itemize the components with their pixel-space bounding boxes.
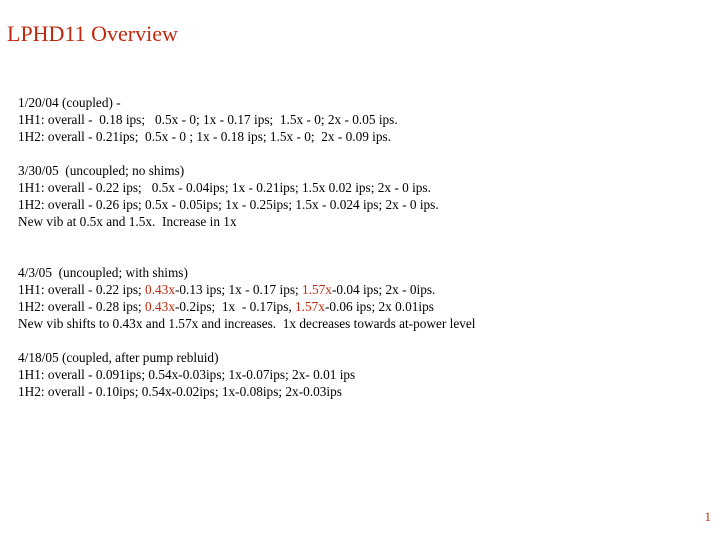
highlight-1-57x: 1.57x (302, 282, 332, 297)
block4-1h1-readings: 1H1: overall - 0.091ips; 0.54x-0.03ips; 1x-0.07ips; 2x- 0.01 ips (18, 367, 356, 382)
highlight-0-43x: 0.43x (145, 299, 175, 314)
text-segment: -0.13 ips; 1x - 0.17 ips; (174, 282, 303, 297)
block4-1h2-readings: 1H2: overall - 0.10ips; 0.54x-0.02ips; 1x-0.08ips; 2x-0.03ips (18, 384, 342, 399)
slide-title: LPHD11 Overview (7, 21, 178, 46)
text-segment: 1H1: overall - 0.22 ips; (18, 282, 146, 297)
block4-heading: 4/18/05 (coupled, after pump rebluid) (18, 350, 219, 365)
block2-1h1-readings: 1H1: overall - 0.22 ips; 0.5x - 0.04ips; 1x - 0.21ips; 1.5x 0.02 ips; 2x - 0 ips. (18, 180, 431, 195)
block3-note: New vib shifts to 0.43x and 1.57x and increases. 1x decreases towards at-power level (18, 316, 476, 331)
spacer (18, 332, 708, 349)
highlight-1-57x: 1.57x (295, 299, 325, 314)
block2-note: New vib at 0.5x and 1.5x. Increase in 1x (18, 214, 237, 229)
text-segment: -0.06 ips; 2x 0.01ips (324, 299, 434, 314)
block2-1h2-readings: 1H2: overall - 0.26 ips; 0.5x - 0.05ips; 1x - 0.25ips; 1.5x - 0.024 ips; 2x - 0 ips. (18, 197, 439, 212)
block2-heading: 3/30/05 (uncoupled; no shims) (18, 163, 185, 178)
slide-number: 1 (704, 509, 711, 524)
vibration-notes (18, 94, 708, 400)
block1-1h2-readings: 1H2: overall - 0.21ips; 0.5x - 0 ; 1x - 0.18 ips; 1.5x - 0; 2x - 0.09 ips. (18, 129, 392, 144)
spacer (18, 230, 708, 264)
text-segment: 1H2: overall - 0.28 ips; (18, 299, 146, 314)
block1-heading: 1/20/04 (coupled) - (18, 95, 121, 110)
highlight-0-43x: 0.43x (145, 282, 175, 297)
block3-heading: 4/3/05 (uncoupled; with shims) (18, 265, 188, 280)
text-segment: -0.04 ips; 2x - 0ips. (331, 282, 436, 297)
block3-1h1-readings (18, 281, 708, 298)
block3-1h2-readings (18, 298, 708, 315)
block1-1h1-readings: 1H1: overall - 0.18 ips; 0.5x - 0; 1x - 0.17 ips; 1.5x - 0; 2x - 0.05 ips. (18, 112, 398, 127)
text-segment: -0.2ips; 1x - 0.17ips, (174, 299, 296, 314)
spacer (18, 145, 708, 162)
